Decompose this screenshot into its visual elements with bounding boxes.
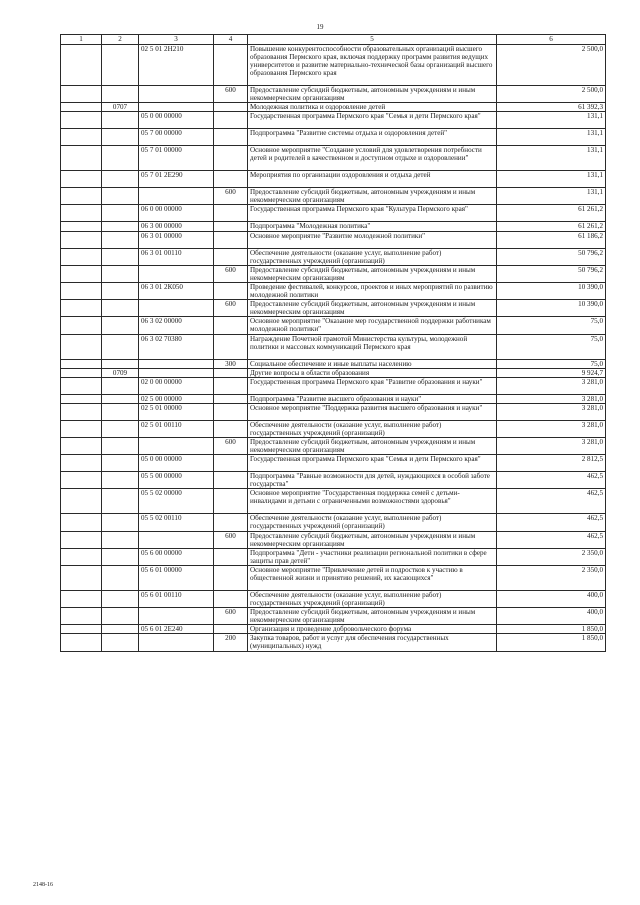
description-cell: Подпрограмма "Равные возможности для детей, нуждающихся в особой заботе государства" [248,472,497,489]
table-row [61,368,606,377]
table-row [61,317,606,334]
amount-cell: 1 850,0 [497,634,606,651]
section-cell [61,420,102,437]
target-article-cell [139,437,214,454]
target-article-cell [139,103,214,112]
section-cell [61,590,102,607]
amount-cell: 9 924,7 [497,368,606,377]
section-cell [61,317,102,334]
target-article-cell: 05 0 00 00000 [139,112,214,129]
table-row [61,565,606,590]
section-cell [61,334,102,359]
expense-type-cell [214,146,248,171]
description-cell: Молодежная политика и оздоровление детей [248,103,497,112]
target-article-cell: 02 5 00 00000 [139,394,214,403]
section-cell [61,455,102,472]
section-cell [61,231,102,248]
subsection-cell [102,317,139,334]
section-cell [61,45,102,86]
amount-cell: 1 850,0 [497,625,606,634]
expense-type-cell [214,514,248,531]
expense-type-cell: 600 [214,531,248,548]
target-article-cell: 05 7 01 2Е290 [139,171,214,188]
section-cell [61,205,102,222]
description-cell: Основное мероприятие "Развитие молодежной политики" [248,231,497,248]
section-cell [61,403,102,420]
section-cell [61,265,102,282]
expense-type-cell [214,103,248,112]
target-article-cell: 06 3 01 00000 [139,231,214,248]
target-article-cell: 06 3 00 00000 [139,222,214,231]
expense-type-cell: 600 [214,300,248,317]
target-article-cell: 05 5 00 00000 [139,472,214,489]
column-header: 6 [497,35,606,45]
column-header: 5 [248,35,497,45]
amount-cell: 2 812,5 [497,455,606,472]
target-article-cell: 06 3 01 00110 [139,248,214,265]
description-cell: Мероприятия по организации оздоровления и отдыха детей [248,171,497,188]
section-cell [61,146,102,171]
column-header: 2 [102,35,139,45]
description-cell: Основное мероприятие "Поддержка развития высшего образования и науки" [248,403,497,420]
subsection-cell [102,359,139,368]
subsection-cell [102,514,139,531]
table-row [61,489,606,514]
expense-type-cell: 600 [214,265,248,282]
amount-cell: 131,1 [497,129,606,146]
description-cell: Предоставление субсидий бюджетным, автономным учреждениям и иным некоммерческим организациям [248,437,497,454]
expense-type-cell [214,455,248,472]
table-row [61,231,606,248]
section-cell [61,608,102,625]
table-row [61,514,606,531]
section-cell [61,437,102,454]
target-article-cell: 06 3 01 2К050 [139,282,214,299]
expense-type-cell [214,171,248,188]
subsection-cell [102,489,139,514]
subsection-cell [102,112,139,129]
subsection-cell: 0707 [102,103,139,112]
target-article-cell: 02 0 00 00000 [139,377,214,394]
section-cell [61,489,102,514]
target-article-cell [139,300,214,317]
amount-cell: 2 500,0 [497,86,606,103]
subsection-cell [102,45,139,86]
expense-type-cell [214,334,248,359]
amount-cell: 2 500,0 [497,45,606,86]
target-article-cell: 05 6 01 00000 [139,565,214,590]
description-cell: Предоставление субсидий бюджетным, автономным учреждениям и иным некоммерческим организациям [248,531,497,548]
page-number: 19 [316,23,324,31]
target-article-cell: 02 5 01 2Н210 [139,45,214,86]
expense-type-cell [214,548,248,565]
section-cell [61,112,102,129]
subsection-cell [102,265,139,282]
target-article-cell: 02 5 01 00110 [139,420,214,437]
subsection-cell [102,608,139,625]
section-cell [61,548,102,565]
amount-cell: 462,5 [497,531,606,548]
subsection-cell [102,300,139,317]
expense-type-cell: 200 [214,634,248,651]
expense-type-cell: 600 [214,86,248,103]
section-cell [61,222,102,231]
section-cell [61,514,102,531]
subsection-cell [102,420,139,437]
subsection-cell: 0709 [102,368,139,377]
expense-type-cell: 600 [214,188,248,205]
subsection-cell [102,394,139,403]
expense-type-cell [214,317,248,334]
section-cell [61,282,102,299]
expense-type-cell: 300 [214,359,248,368]
table-row [61,248,606,265]
target-article-cell: 05 0 00 00000 [139,455,214,472]
subsection-cell [102,548,139,565]
description-cell: Предоставление субсидий бюджетным, автономным учреждениям и иным некоммерческим организациям [248,265,497,282]
subsection-cell [102,146,139,171]
table-row [61,455,606,472]
target-article-cell [139,531,214,548]
expense-type-cell [214,420,248,437]
section-cell [61,300,102,317]
target-article-cell [139,265,214,282]
table-row [61,146,606,171]
table-row [61,608,606,625]
table-row [61,188,606,205]
subsection-cell [102,565,139,590]
table-row [61,420,606,437]
subsection-cell [102,205,139,222]
subsection-cell [102,377,139,394]
amount-cell: 75,0 [497,334,606,359]
description-cell: Подпрограмма "Дети - участники реализации региональной политики в сфере защиты прав детей" [248,548,497,565]
target-article-cell: 05 7 01 00000 [139,146,214,171]
section-cell [61,394,102,403]
amount-cell: 131,1 [497,112,606,129]
expense-type-cell [214,112,248,129]
target-article-cell: 06 3 02 00000 [139,317,214,334]
table-row [61,282,606,299]
section-cell [61,103,102,112]
table-row [61,625,606,634]
expense-type-cell [214,403,248,420]
description-cell: Обеспечение деятельности (оказание услуг, выполнение работ) государственных учреждений (организаций) [248,420,497,437]
description-cell: Подпрограмма "Развитие системы отдыха и оздоровления детей" [248,129,497,146]
amount-cell: 50 796,2 [497,265,606,282]
expense-type-cell [214,489,248,514]
section-cell [61,565,102,590]
subsection-cell [102,129,139,146]
description-cell: Предоставление субсидий бюджетным, автономным учреждениям и иным некоммерческим организациям [248,86,497,103]
amount-cell: 10 390,0 [497,300,606,317]
amount-cell: 3 281,0 [497,437,606,454]
amount-cell: 3 281,0 [497,394,606,403]
amount-cell: 131,1 [497,171,606,188]
table-row [61,222,606,231]
description-cell: Основное мероприятие "Создание условий для удовлетворения потребности детей и родителей в качественном и доступном отдыхе и оздоровлении" [248,146,497,171]
description-cell: Государственная программа Пермского края "Семья и дети Пермского края" [248,455,497,472]
description-cell: Предоставление субсидий бюджетным, автономным учреждениям и иным некоммерческим организациям [248,188,497,205]
table-row [61,103,606,112]
amount-cell: 61 186,2 [497,231,606,248]
description-cell: Обеспечение деятельности (оказание услуг, выполнение работ) государственных учреждений (организаций) [248,248,497,265]
expense-type-cell [214,565,248,590]
amount-cell: 75,0 [497,317,606,334]
description-cell: Обеспечение деятельности (оказание услуг, выполнение работ) государственных учреждений (организаций) [248,514,497,531]
section-cell [61,188,102,205]
table-row [61,86,606,103]
target-article-cell [139,608,214,625]
table-row [61,548,606,565]
expense-type-cell [214,625,248,634]
description-cell: Государственная программа Пермского края "Культура Пермского края" [248,205,497,222]
subsection-cell [102,222,139,231]
subsection-cell [102,437,139,454]
description-cell: Основное мероприятие "Привлечение детей и подростков к участию в общественной жизни и принятию решений, их касающихся" [248,565,497,590]
expense-type-cell [214,590,248,607]
table-row [61,205,606,222]
subsection-cell [102,590,139,607]
table-row [61,112,606,129]
amount-cell: 2 350,0 [497,548,606,565]
table-row [61,531,606,548]
amount-cell: 400,0 [497,590,606,607]
amount-cell: 75,0 [497,359,606,368]
target-article-cell: 05 6 00 00000 [139,548,214,565]
target-article-cell [139,368,214,377]
amount-cell: 50 796,2 [497,248,606,265]
section-cell [61,86,102,103]
expense-type-cell [214,248,248,265]
description-cell: Государственная программа Пермского края "Семья и дети Пермского края" [248,112,497,129]
description-cell: Социальное обеспечение и иные выплаты населению [248,359,497,368]
amount-cell: 61 261,2 [497,222,606,231]
table-row [61,300,606,317]
subsection-cell [102,472,139,489]
expense-type-cell [214,231,248,248]
section-cell [61,472,102,489]
description-cell: Закупка товаров, работ и услуг для обеспечения государственных (муниципальных) нужд [248,634,497,651]
target-article-cell: 05 5 02 00000 [139,489,214,514]
description-cell: Организация и проведение добровольческого форума [248,625,497,634]
expense-type-cell [214,222,248,231]
subsection-cell [102,171,139,188]
document-code: 2148-16 [33,882,53,888]
expense-type-cell [214,394,248,403]
subsection-cell [102,86,139,103]
table-row [61,377,606,394]
description-cell: Обеспечение деятельности (оказание услуг, выполнение работ) государственных учреждений (организаций) [248,590,497,607]
subsection-cell [102,248,139,265]
table-row [61,394,606,403]
target-article-cell: 05 6 01 2Е240 [139,625,214,634]
subsection-cell [102,188,139,205]
table-row [61,437,606,454]
description-cell: Предоставление субсидий бюджетным, автономным учреждениям и иным некоммерческим организациям [248,300,497,317]
description-cell: Предоставление субсидий бюджетным, автономным учреждениям и иным некоммерческим организациям [248,608,497,625]
section-cell [61,531,102,548]
amount-cell: 3 281,0 [497,403,606,420]
description-cell: Повышение конкурентоспособности образовательных организаций высшего образования Пермского края, включая поддержку программ развития ведущих университетов и развитие материально-технической базы организаций высшего образования Пермского края [248,45,497,86]
subsection-cell [102,334,139,359]
target-article-cell [139,359,214,368]
expense-type-cell [214,282,248,299]
target-article-cell: 05 6 01 00110 [139,590,214,607]
section-cell [61,377,102,394]
expense-type-cell [214,377,248,394]
target-article-cell: 06 0 00 00000 [139,205,214,222]
target-article-cell [139,188,214,205]
description-cell: Другие вопросы в области образования [248,368,497,377]
subsection-cell [102,282,139,299]
description-cell: Основное мероприятие "Государственная поддержка семей с детьми-инвалидами и детьми с ограниченными возможностями здоровья" [248,489,497,514]
section-cell [61,129,102,146]
table-row [61,171,606,188]
section-cell [61,171,102,188]
table-row [61,265,606,282]
expense-type-cell [214,368,248,377]
amount-cell: 131,1 [497,188,606,205]
description-cell: Основное мероприятие "Оказание мер государственной поддержки работникам молодежной политики" [248,317,497,334]
amount-cell: 10 390,0 [497,282,606,299]
amount-cell: 61 392,3 [497,103,606,112]
column-header: 3 [139,35,214,45]
expense-type-cell: 600 [214,608,248,625]
table-row [61,45,606,86]
amount-cell: 3 281,0 [497,420,606,437]
amount-cell: 462,5 [497,514,606,531]
expense-type-cell: 600 [214,437,248,454]
section-cell [61,248,102,265]
target-article-cell: 05 5 02 00110 [139,514,214,531]
subsection-cell [102,403,139,420]
table-row [61,472,606,489]
description-cell: Государственная программа Пермского края "Развитие образования и науки" [248,377,497,394]
description-cell: Подпрограмма "Развитие высшего образования и науки" [248,394,497,403]
section-cell [61,368,102,377]
target-article-cell [139,86,214,103]
section-cell [61,625,102,634]
amount-cell: 462,5 [497,472,606,489]
table-row [61,590,606,607]
table-row [61,129,606,146]
amount-cell: 131,1 [497,146,606,171]
description-cell: Подпрограмма "Молодежная политика" [248,222,497,231]
target-article-cell: 06 3 02 70380 [139,334,214,359]
subsection-cell [102,531,139,548]
description-cell: Проведение фестивалей, конкурсов, проектов и иных мероприятий по развитию молодежной политики [248,282,497,299]
amount-cell: 400,0 [497,608,606,625]
table-row [61,403,606,420]
table-row [61,359,606,368]
table-header-row [61,35,606,45]
description-cell: Награждение Почетной грамотой Министерства культуры, молодежной политики и массовых коммуникаций Пермского края [248,334,497,359]
target-article-cell: 02 5 01 00000 [139,403,214,420]
expense-type-cell [214,472,248,489]
subsection-cell [102,634,139,651]
section-cell [61,359,102,368]
amount-cell: 61 261,2 [497,205,606,222]
expense-type-cell [214,129,248,146]
budget-table [60,34,606,652]
amount-cell: 3 281,0 [497,377,606,394]
table-row [61,634,606,651]
target-article-cell: 05 7 00 00000 [139,129,214,146]
expense-type-cell [214,45,248,86]
table-row [61,334,606,359]
subsection-cell [102,625,139,634]
column-header: 1 [61,35,102,45]
subsection-cell [102,455,139,472]
column-header: 4 [214,35,248,45]
expense-type-cell [214,205,248,222]
amount-cell: 2 350,0 [497,565,606,590]
section-cell [61,634,102,651]
subsection-cell [102,231,139,248]
target-article-cell [139,634,214,651]
amount-cell: 462,5 [497,489,606,514]
